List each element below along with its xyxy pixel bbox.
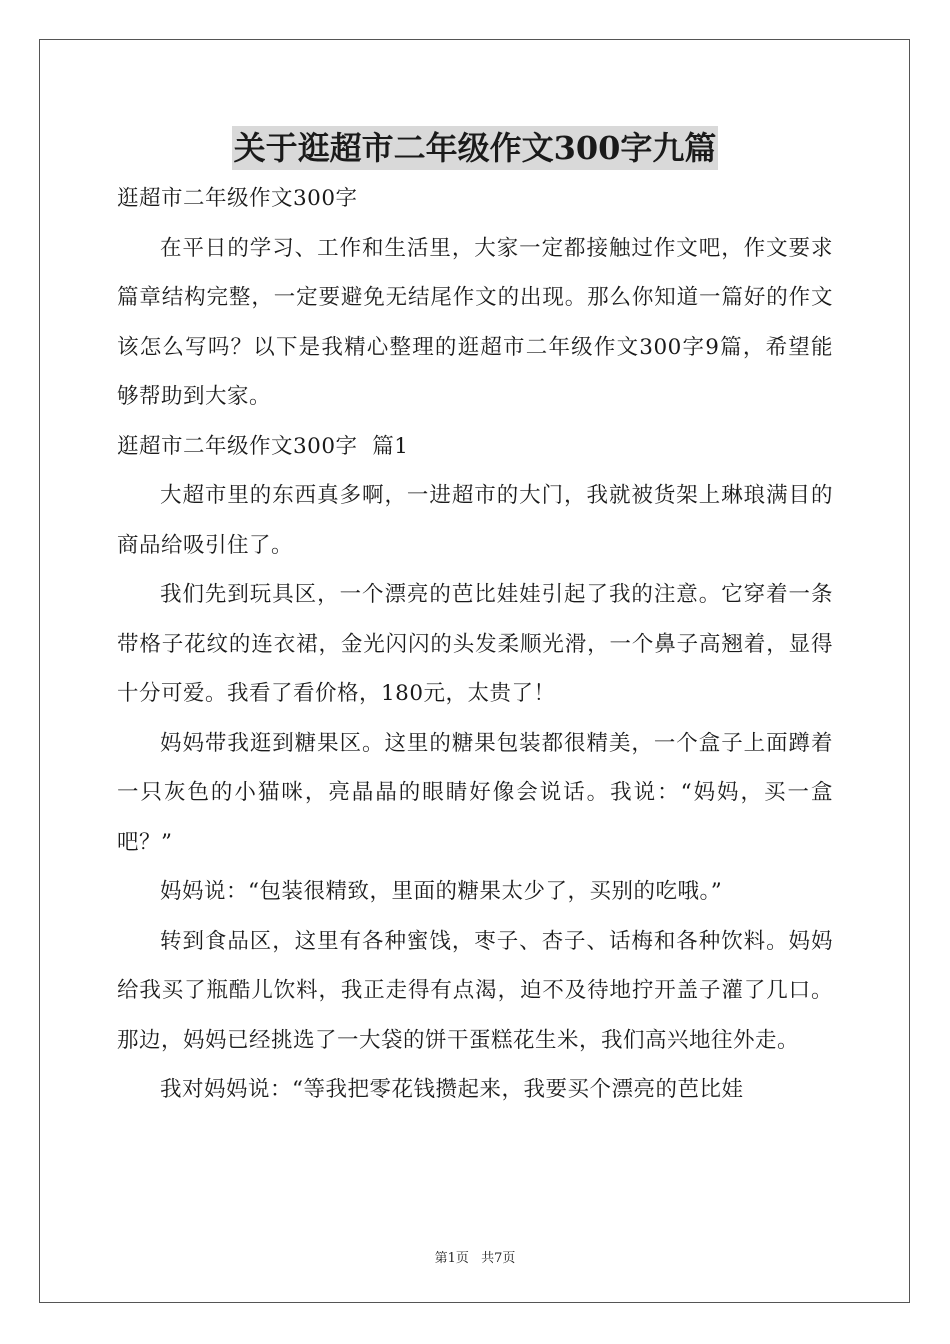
page-total: 共7页 [481, 1251, 516, 1266]
paragraph-3: 大超市里的东西真多啊，一进超市的大门，我就被货架上琳琅满目的商品给吸引住了。 [117, 483, 833, 558]
page-number: 第1页 [434, 1251, 469, 1266]
paragraph-7: 转到食品区，这里有各种蜜饯，枣子、杏子、话梅和各种饮料。妈妈给我买了瓶酷儿饮料，我正走得有点渴，迫不及待地拧开盖子灌了几口。那边，妈妈已经挑选了一大袋的饼干蛋糕花生米，我们高兴地往外走。 [117, 928, 833, 1053]
paragraph-6: 妈妈说：“包装很精致，里面的糖果太少了，买别的吃哦。” [160, 879, 723, 904]
paragraph-1: 在平日的学习、工作和生活里，大家一定都接触过作文吧，作文要求篇章结构完整，一定要避免无结尾作文的出现。那么你知道一篇好的作文该怎么写吗？以下是我精心整理的逛超市二年级作文300字9篇，希望能够帮助到大家。 [117, 235, 833, 409]
paragraph-5: 妈妈带我逛到糖果区。这里的糖果包装都很精美，一个盒子上面蹲着一只灰色的小猫咪，亮晶晶的眼睛好像会说话。我说：“妈妈，买一盒吧？” [117, 730, 833, 855]
page-footer [0, 1247, 950, 1266]
document-body [117, 174, 833, 1115]
paragraph-4: 我们先到玩具区，一个漂亮的芭比娃娃引起了我的注意。它穿着一条带格子花纹的连衣裙，金光闪闪的头发柔顺光滑，一个鼻子高翘着，显得十分可爱。我看了看价格，180元，太贵了！ [117, 582, 833, 706]
document-title: 关于逛超市二年级作文300字九篇 [232, 126, 719, 170]
paragraph-2: 逛超市二年级作文300字 篇1 [117, 433, 409, 459]
paragraph-0: 逛超市二年级作文300字 [117, 186, 358, 211]
title-wrap [0, 126, 950, 170]
paragraph-8: 我对妈妈说：“等我把零花钱攒起来，我要买个漂亮的芭比娃 [160, 1077, 744, 1102]
